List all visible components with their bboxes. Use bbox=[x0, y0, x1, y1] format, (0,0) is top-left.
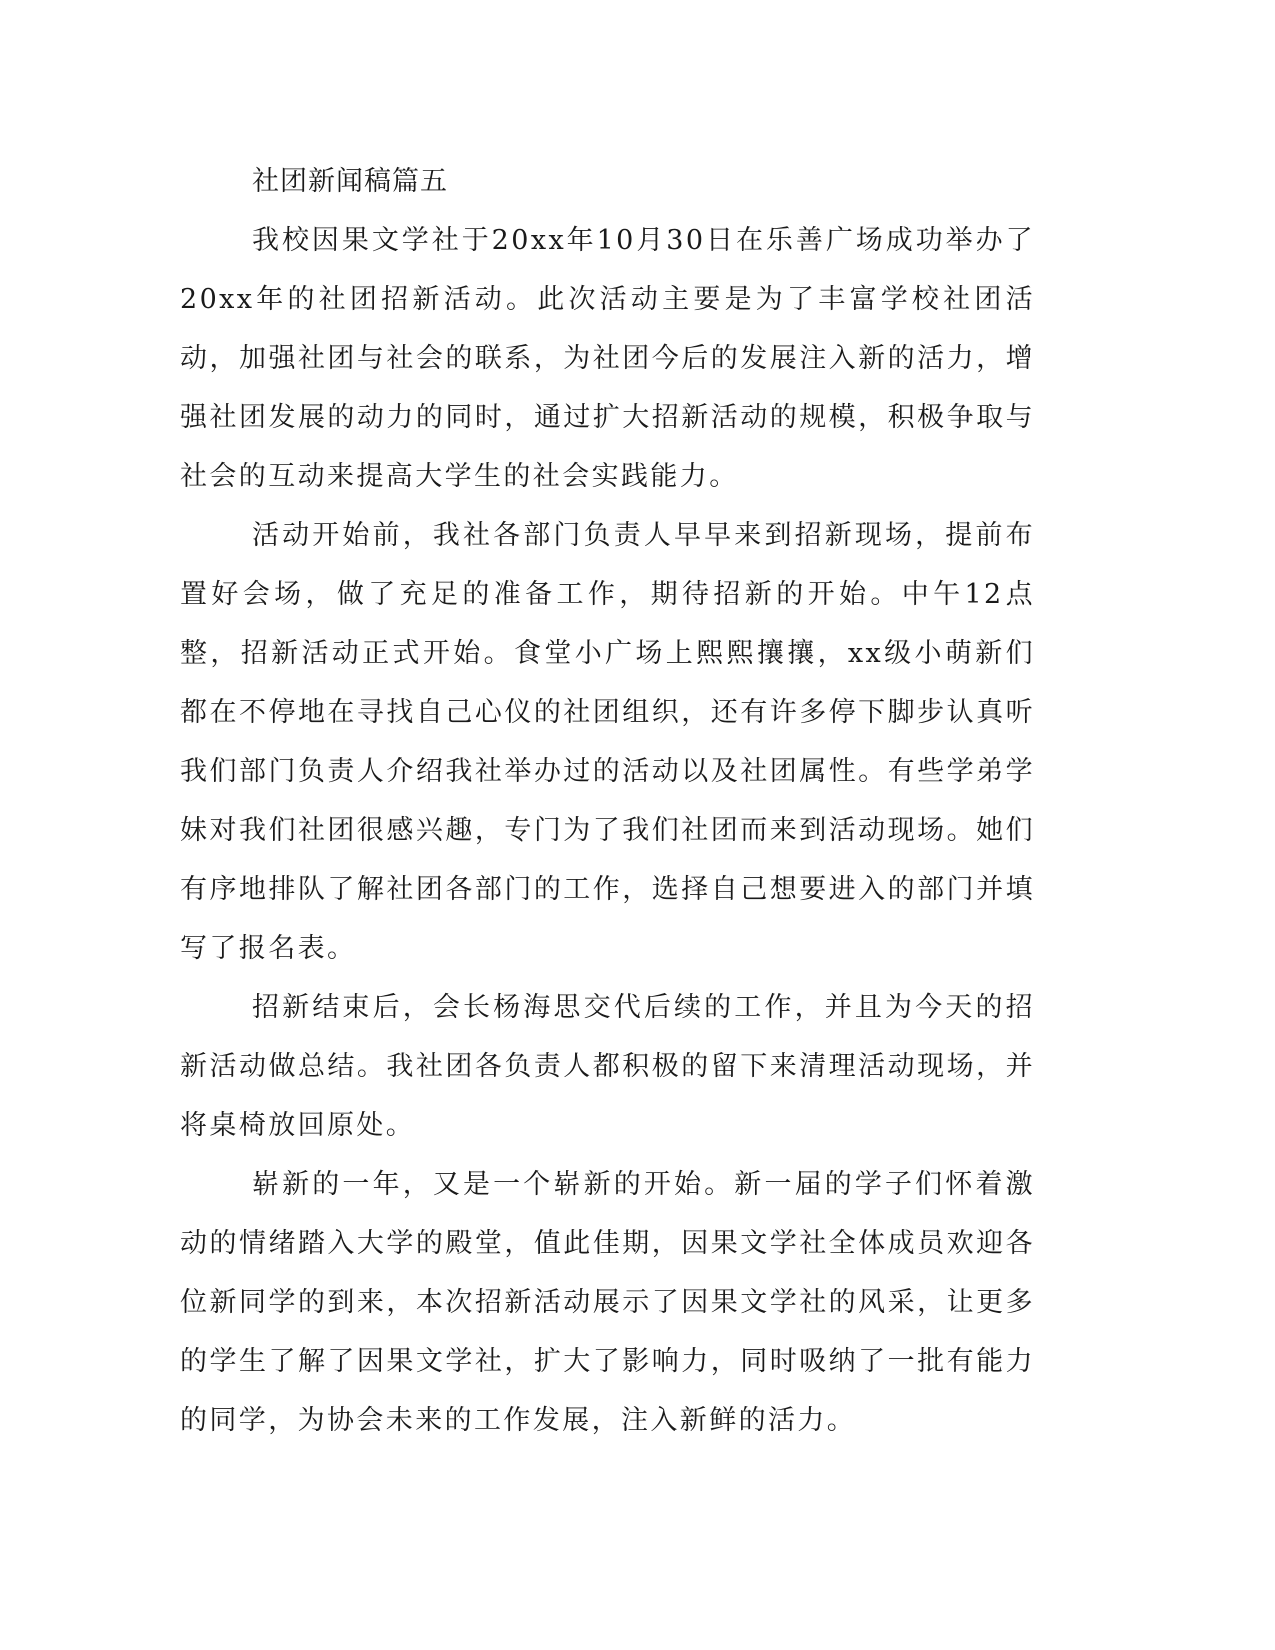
paragraph-3: 招新结束后，会长杨海思交代后续的工作，并且为今天的招新活动做总结。我社团各负责人都积极的留下来清理活动现场，并将桌椅放回原处。 bbox=[180, 992, 1035, 1141]
paragraph-1: 我校因果文学社于20xx年10月30日在乐善广场成功举办了20xx年的社团招新活动。此次活动主要是为了丰富学校社团活动，加强社团与社会的联系，为社团今后的发展注入新的活力，增强社团发展的动力的同时，通过扩大招新活动的规模，积极争取与社会的互动来提高大学生的社会实践能力。 bbox=[180, 225, 1035, 492]
paragraph-2: 活动开始前，我社各部门负责人早早来到招新现场，提前布置好会场，做了充足的准备工作，期待招新的开始。中午12点整，招新活动正式开始。食堂小广场上熙熙攘攘，xx级小萌新们都在不停地在寻找自己心仪的社团组织，还有许多停下脚步认真听我们部门负责人介绍我社举办过的活动以及社团属性。有些学弟学妹对我们社团很感兴趣，专门为了我们社团而来到活动现场。她们有序地排队了解社团各部门的工作，选择自己想要进入的部门并填写了报名表。 bbox=[180, 520, 1035, 964]
paragraph-4: 崭新的一年，又是一个崭新的开始。新一届的学子们怀着激动的情绪踏入大学的殿堂，值此佳期，因果文学社全体成员欢迎各位新同学的到来，本次招新活动展示了因果文学社的风采，让更多的学生了解了因果文学社，扩大了影响力，同时吸纳了一批有能力的同学，为协会未来的工作发展，注入新鲜的活力。 bbox=[180, 1169, 1035, 1436]
document-body bbox=[180, 157, 1035, 1450]
document-title: 社团新闻稿篇五 bbox=[252, 166, 448, 197]
